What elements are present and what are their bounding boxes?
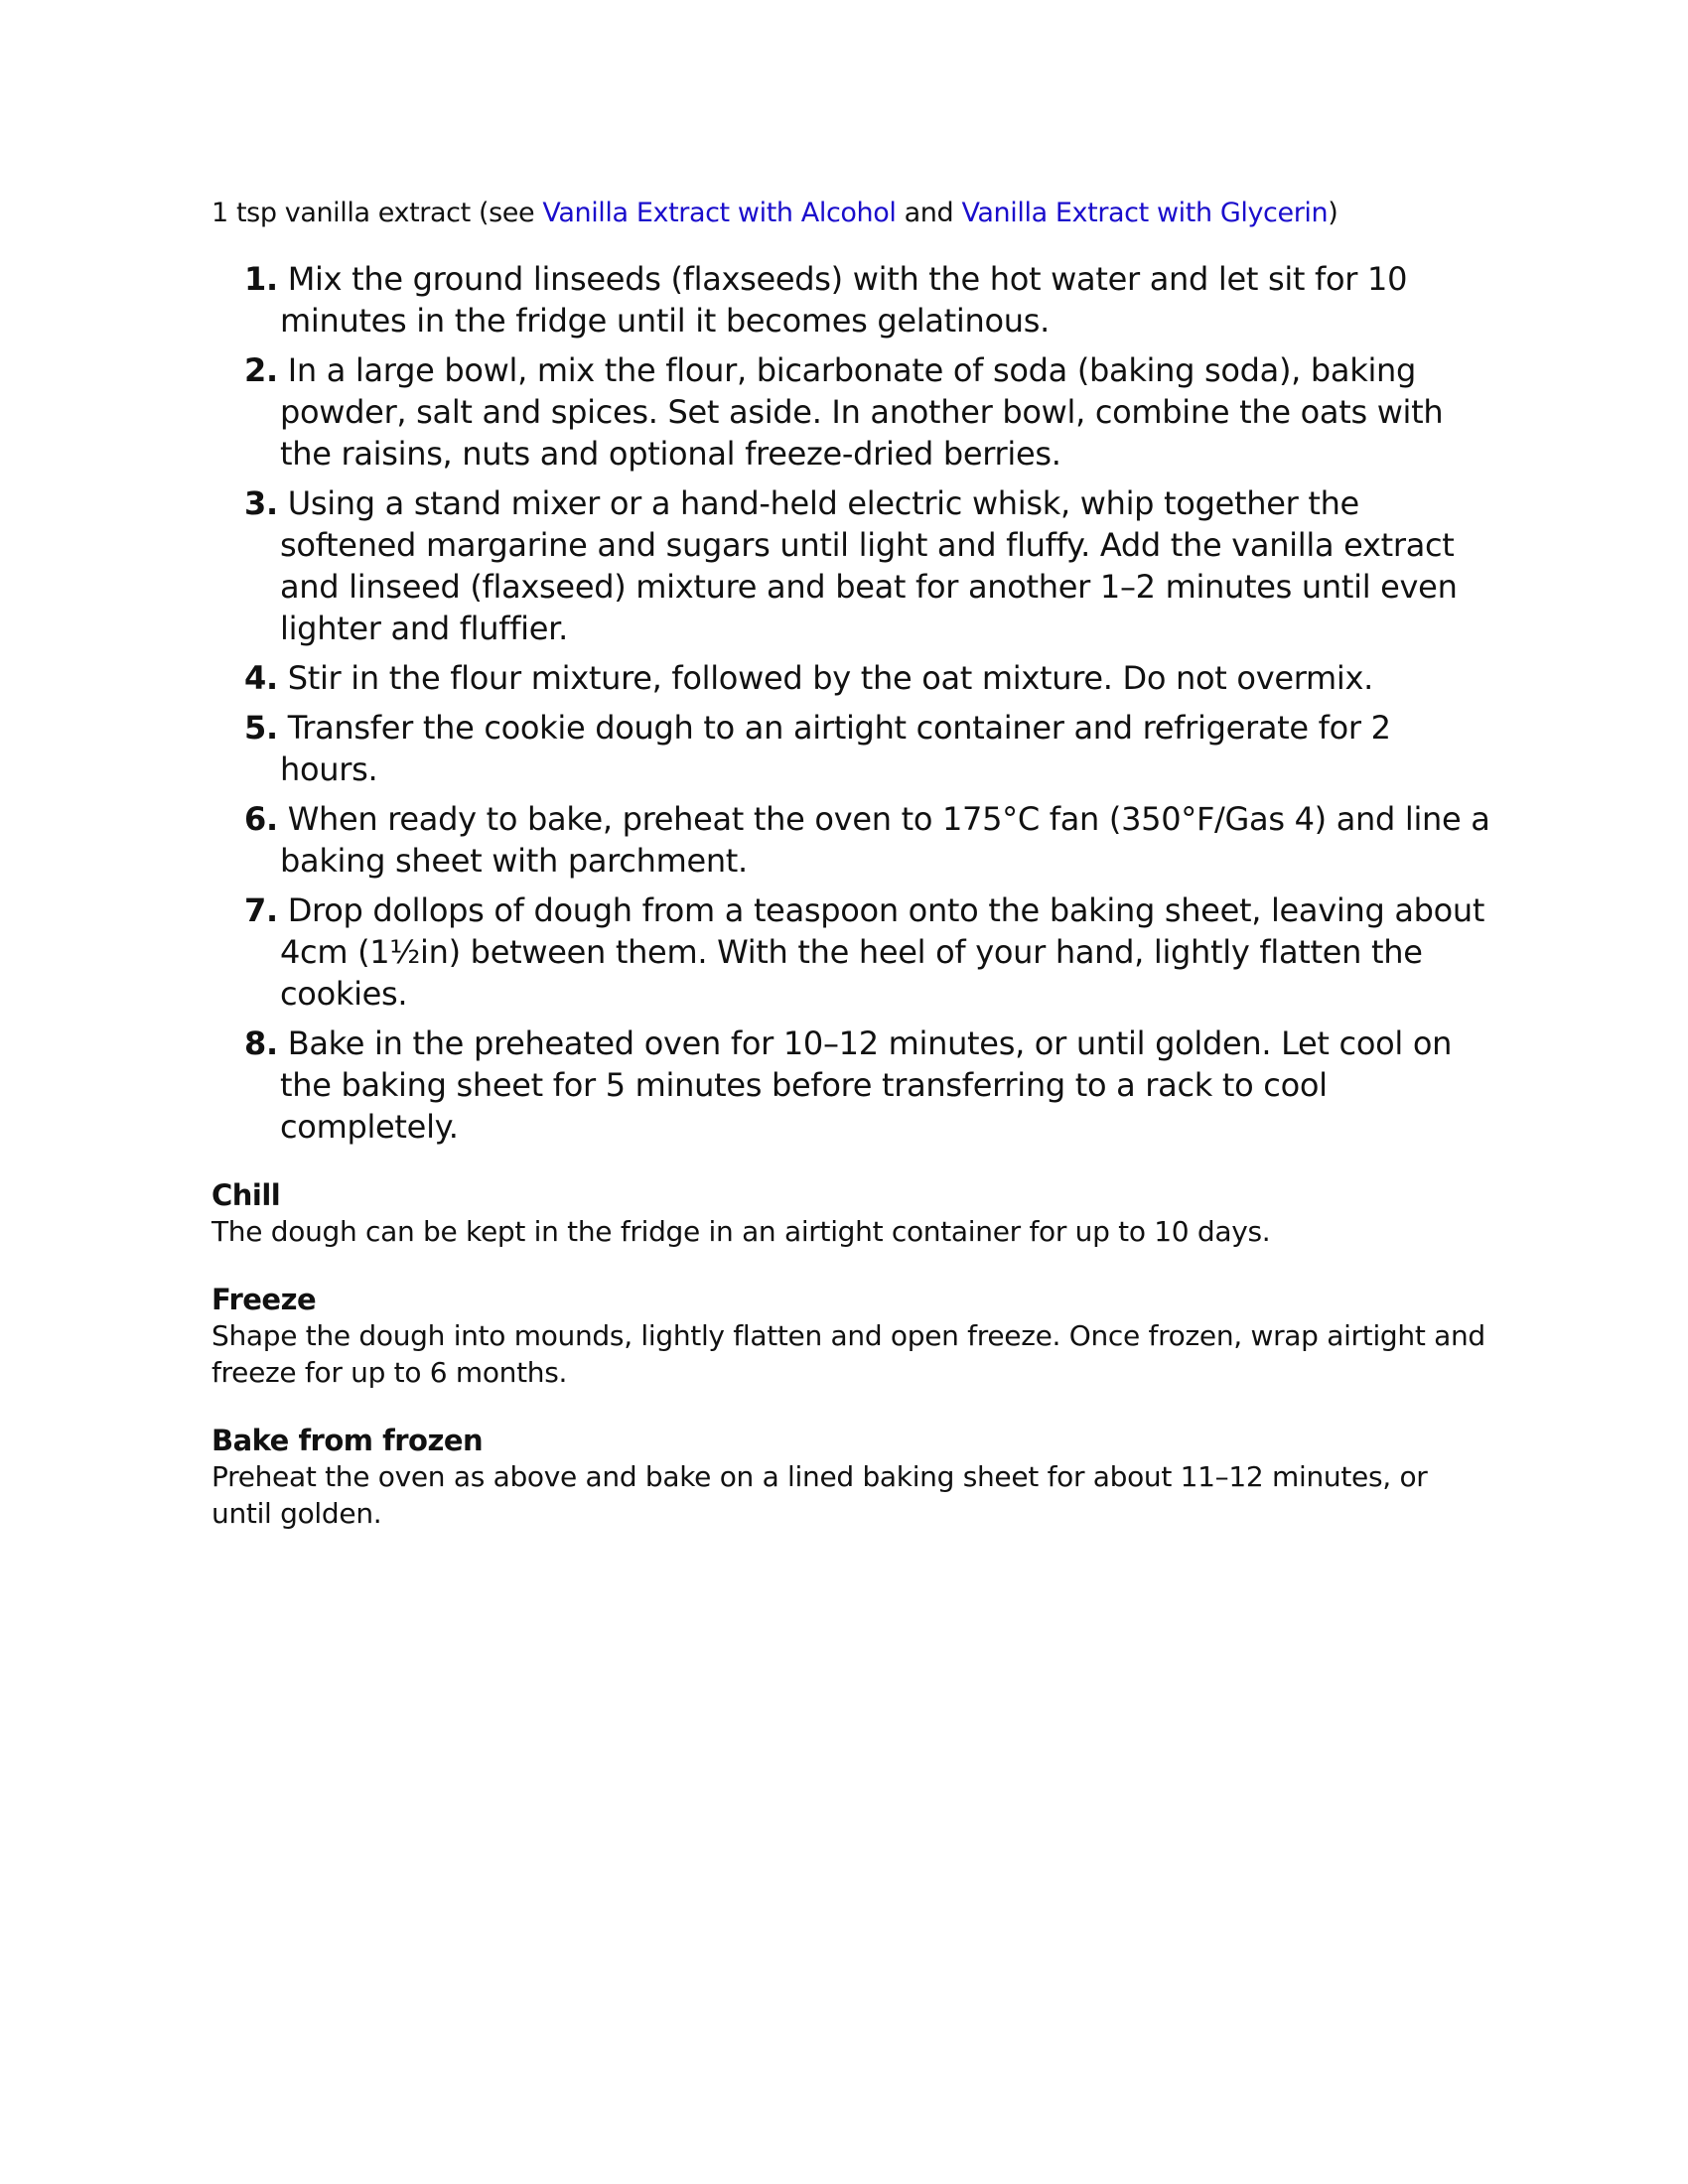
step-item xyxy=(244,349,1492,475)
step-text: When ready to bake, preheat the oven to 175°C fan (350°F/Gas 4) and line a baking sheet with parchment. xyxy=(277,800,1490,880)
freeze-text: Shape the dough into mounds, lightly flatten and open freeze. Once frozen, wrap airtight and freeze for up to 6 months. xyxy=(211,1319,1485,1389)
link-vanilla-extract-alcohol[interactable]: Vanilla Extract with Alcohol xyxy=(542,198,897,228)
method-steps xyxy=(211,258,1492,1148)
step-text: Transfer the cookie dough to an airtight container and refrigerate for 2 hours. xyxy=(277,709,1391,788)
ingredient-middle: and xyxy=(896,198,962,228)
freeze-section xyxy=(211,1282,1492,1391)
step-item xyxy=(244,1023,1492,1148)
step-number: 4. xyxy=(244,659,278,697)
step-number: 1. xyxy=(244,260,278,298)
step-text: Bake in the preheated oven for 10–12 minutes, or until golden. Let cool on the baking sheet for 5 minutes before transferring to a rack to cool completely. xyxy=(277,1024,1453,1146)
step-item xyxy=(244,657,1492,699)
step-text: Stir in the flour mixture, followed by the oat mixture. Do not overmix. xyxy=(277,659,1373,697)
step-number: 8. xyxy=(244,1024,278,1062)
ingredient-suffix: ) xyxy=(1328,198,1338,228)
step-item xyxy=(244,798,1492,882)
step-number: 2. xyxy=(244,351,278,389)
step-item xyxy=(244,889,1492,1015)
bake-from-frozen-section xyxy=(211,1423,1492,1532)
bake-from-frozen-text: Preheat the oven as above and bake on a lined baking sheet for about 11–12 minutes, or until golden. xyxy=(211,1460,1428,1530)
step-item xyxy=(244,707,1492,790)
step-text: In a large bowl, mix the flour, bicarbonate of soda (baking soda), baking powder, salt and spices. Set aside. In another bowl, combine the oats with the raisins, nuts and optional freeze-dried berries. xyxy=(277,351,1444,473)
step-number: 5. xyxy=(244,709,278,747)
step-text: Drop dollops of dough from a teaspoon onto the baking sheet, leaving about 4cm (1½in) between them. With the heel of your hand, lightly flatten the cookies. xyxy=(277,891,1485,1013)
step-item xyxy=(244,482,1492,649)
bake-from-frozen-heading: Bake from frozen xyxy=(211,1424,484,1457)
step-item xyxy=(244,258,1492,341)
ingredient-prefix: 1 tsp vanilla extract (see xyxy=(211,198,543,228)
step-number: 6. xyxy=(244,800,278,838)
chill-text: The dough can be kept in the fridge in an airtight container for up to 10 days. xyxy=(211,1215,1271,1248)
ingredient-vanilla-line xyxy=(211,195,1492,232)
freeze-heading: Freeze xyxy=(211,1283,317,1316)
step-text: Mix the ground linseeds (flaxseeds) with the hot water and let sit for 10 minutes in the fridge until it becomes gelatinous. xyxy=(277,260,1408,340)
link-vanilla-extract-glycerin[interactable]: Vanilla Extract with Glycerin xyxy=(961,198,1329,228)
chill-section xyxy=(211,1177,1492,1250)
step-text: Using a stand mixer or a hand-held electric whisk, whip together the softened margarine and sugars until light and fluffy. Add the vanilla extract and linseed (flaxseed) mixture and beat for another 1–2 minutes until even lighter and fluffier. xyxy=(277,484,1458,647)
chill-heading: Chill xyxy=(211,1178,281,1212)
step-number: 7. xyxy=(244,891,278,929)
step-number: 3. xyxy=(244,484,278,522)
recipe-content xyxy=(211,195,1492,1532)
